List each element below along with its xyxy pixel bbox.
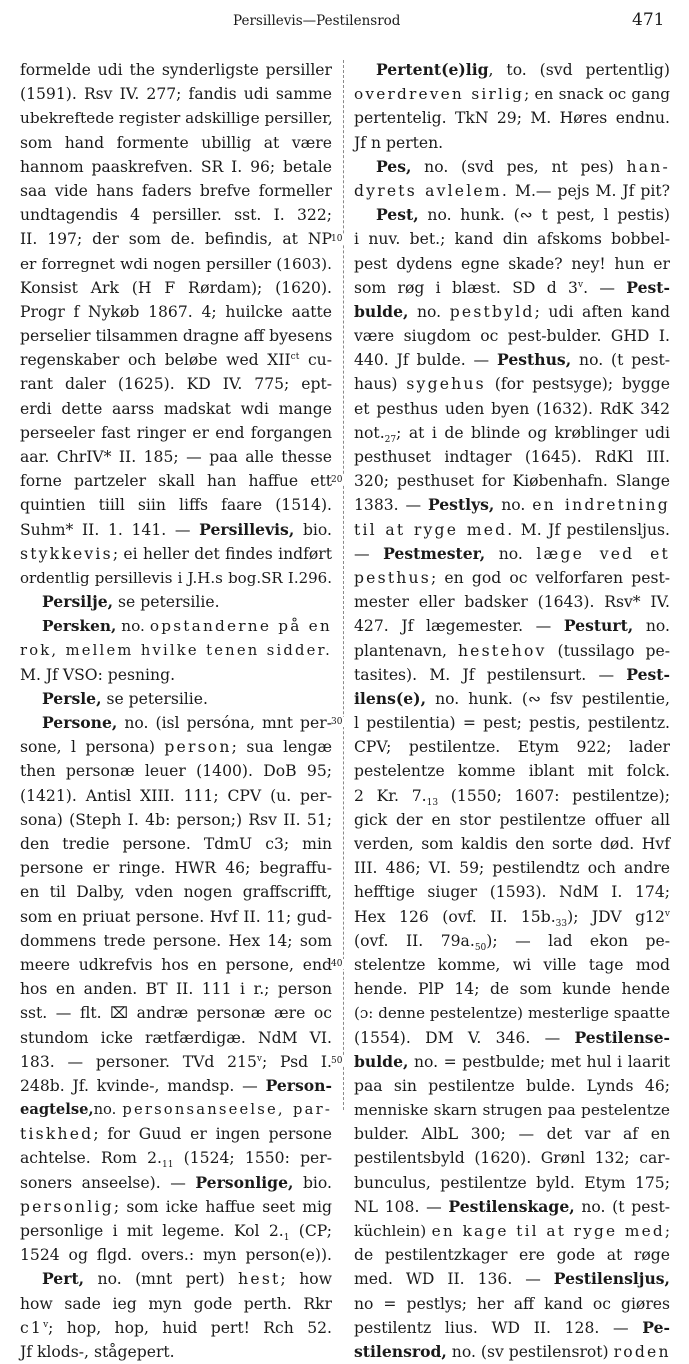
entry-line: bulde, no. pestbyld; udi aften kand: [354, 301, 670, 321]
text-line: (1421). Antisl XIII. 111; CPV (u. per-: [20, 786, 332, 805]
headword: Pes,: [376, 156, 412, 176]
text-line: perselier tilsammen dragne aff byesens: [20, 327, 333, 346]
entry-line: (1554). DM V. 346. — Pestilense-: [354, 1027, 670, 1047]
headword: Pest-: [626, 277, 670, 297]
text-line: no = pestlys; her aff kand oc giøres: [354, 1294, 670, 1313]
text-line: 1524 og flgd. overs.: myn person(e)).: [20, 1246, 332, 1265]
text-line: pertentelig. TkN 29; M. Høres endnu.: [354, 109, 670, 128]
text-line: (ɔ: denne pestelentze) mesterlige spaatte: [354, 1004, 670, 1023]
headword: eagtelse,: [20, 1101, 94, 1119]
text-line: sst. — flt. ⌧ andræ personæ ære oc: [20, 1004, 332, 1023]
headword: Pesturt,: [563, 616, 634, 636]
text-line: meere udkrefvis hos en persone, end: [20, 955, 332, 974]
headword: Pesthus,: [497, 350, 572, 370]
text-line: $not._{27}$; at i de blinde og krøblinger udi: [354, 423, 670, 445]
entry-line: 440. Jf bulde. — Pesthus, no. (t pest-: [354, 350, 670, 370]
text-line: til at ryge med. M. Jf pestilensljus.: [354, 520, 670, 539]
entry-line: 248b. Jf. kvinde-, mandsp. — Person-: [20, 1075, 332, 1095]
text-line: de pestilentzkager ere gode at røge: [354, 1246, 670, 1265]
text-line: haus) sygehus (for pestsyge); bygge: [354, 375, 670, 394]
text-line: som hand formente ubillig at være: [20, 133, 332, 152]
headword: Persilje,: [42, 592, 114, 612]
text-line: hende. PlP 14; de som kunde hende: [354, 980, 670, 999]
text-line: hos en anden. BT II. 111 i r.; person: [20, 980, 332, 999]
headword: Persle,: [42, 688, 102, 708]
text-line: hannom paaskrefven. SR I. 96; betale: [20, 157, 332, 176]
text-line: paa sin pestilentze bulde. Lynds 46;: [354, 1076, 670, 1095]
text-line: formelde udi the synderligste persiller: [20, 61, 332, 79]
headword: bulde,: [354, 1051, 409, 1071]
text-line: stelentze komme, wi ville tage mod: [354, 955, 670, 974]
entry-line: NL 108. — Pestilenskage, no. (t pest-: [354, 1196, 670, 1216]
entry-line: Persle, se petersilie.: [42, 688, 208, 708]
text-line: menniske skarn strugen paa pestelentze: [354, 1101, 670, 1120]
column-separator: [343, 60, 344, 1110]
text-line: ordentlig persillevis i J.H.s bog.SR I.296.: [20, 568, 332, 587]
line-number: 40: [331, 959, 349, 969]
text-line: perseeler fast ringer er end forgangen: [20, 423, 332, 442]
text-line: stykkevis; ei heller det findes indført: [20, 544, 332, 563]
text-line: personlig; som icke haffue seet mig: [20, 1197, 332, 1216]
entry-line: med. WD II. 136. — Pestilensljus,: [354, 1269, 670, 1289]
text-line: c1$^v$; hop, hop, huid pert! Rch 52.: [20, 1318, 332, 1337]
headword: Pestlys,: [427, 495, 495, 515]
text-line: saa vide hans faders brefve formeller: [20, 181, 332, 200]
line-number: 50: [331, 1056, 349, 1066]
text-line: personlige i mit legeme. Kol $2._1$ (CP;: [20, 1222, 332, 1244]
text-line: küchlein) en kage til at ryge med;: [354, 1222, 670, 1240]
text-line: erdi dette aarss madskat wdi mange: [20, 399, 332, 418]
text-line: pesthus; en god oc velforfaren pest-: [354, 568, 670, 587]
entry-line: 427. Jf lægemester. — Pesturt, no.: [354, 616, 670, 636]
entry-line: Pest, no. hunk. (∾ t pest, l pestis): [376, 205, 670, 225]
text-line: 320; pesthuset for Kiøbenhafn. Slange: [354, 472, 670, 491]
text-line: sone, l persona) person; sua lengæ: [20, 738, 332, 757]
text-line: pest dydens egne skade? ney! hun er: [354, 254, 670, 273]
text-line: stundom icke rætfærdigæ. NdM VI.: [20, 1028, 332, 1047]
entry-line: Pertent(e)lig, to. (svd pertentlig): [376, 60, 670, 79]
text-line: III. 486; VI. 59; pestilendtz och andre: [354, 859, 670, 878]
text-line: pestilentsbyld (1620). Grønl 132; car-: [354, 1149, 670, 1168]
text-line: bunculus, pestilentze byld. Etym 175;: [354, 1173, 670, 1192]
headword: Persken,: [42, 617, 117, 636]
entry-line: stilensrod, no. (sv pestilensrot) roden: [354, 1341, 671, 1361]
text-line: den tredie persone. TdmU c3; min: [20, 835, 332, 853]
entry-line: pestilentz lius. WD II. 128. — Pe-: [354, 1317, 670, 1337]
entry-line: soners anseelse). — Personlige, bio.: [20, 1172, 332, 1192]
entry-line: Persilje, se petersilie.: [42, 592, 220, 612]
text-line: Jf n perten.: [354, 133, 444, 152]
right-column: [354, 58, 670, 1364]
headword: Pertent(e)lig: [376, 60, 489, 79]
text-line: M. Jf VSO: pesning.: [20, 665, 176, 684]
line-number: 10: [331, 234, 349, 244]
headword: Pestilense-: [574, 1027, 670, 1047]
headword: Pest,: [376, 205, 419, 225]
entry-line: ilens(e), no. hunk. (∾ fsv pestilentie,: [354, 688, 670, 708]
entry-line: Suhm* II. 1. 141. — Persillevis, bio.: [20, 519, 332, 539]
text-line: II. 197; der som de. befindis, at NP: [20, 230, 332, 249]
headword: Pestmester,: [383, 543, 486, 563]
entry-line: Persken, no. opstanderne på en: [42, 617, 332, 636]
entry-line: 1383. — Pestlys, no. en indretning: [354, 495, 670, 515]
text-line: som en priuat persone. Hvf II. 11; gud-: [20, 907, 332, 926]
headword: Pe-: [642, 1317, 670, 1337]
text-line: hefftige siuger (1593). NdM I. 174;: [354, 883, 670, 902]
entry-line: — Pestmester, no. læge ved et: [354, 543, 670, 563]
text-line: er forregnet wdi nogen persiller (1603).: [20, 254, 332, 273]
headword: Person-: [265, 1075, 332, 1095]
text-line: then personæ leuer (1400). DoB 95;: [20, 762, 332, 781]
headword: Pert,: [42, 1269, 85, 1289]
headword: Personlige,: [195, 1172, 294, 1192]
text-line: i nuv. bet.; kand din afskoms bobbel-: [354, 230, 670, 249]
text-line: how sade ieg myn gode perth. Rkr: [20, 1294, 332, 1313]
text-line: (1591). Rsv IV. 277; fandis udi samme: [20, 85, 332, 104]
text-line: dommens trede persone. Hex 14; som: [20, 931, 332, 950]
text-line: være siugdom oc pest-bulder. GHD I.: [354, 327, 670, 346]
headword: Persone,: [42, 713, 118, 733]
text-line: verden, som kaldis den sorte død. Hvf: [354, 835, 670, 853]
text-line: regenskaber och beløbe wed $XII^{ct}$ cu-: [20, 351, 332, 370]
text-line: tiskhed; for Guud er ingen persone: [20, 1125, 332, 1144]
text-line: Progr f Nykøb 1867. 4; huilcke aatte: [20, 302, 332, 321]
entry-line: tasites). M. Jf pestilensurt. — Pest-: [354, 664, 670, 684]
entry-line: Persone, no. (isl persóna, mnt per-: [42, 713, 332, 733]
text-line: plantenavn, hestehov (tussilago pe-: [354, 641, 670, 660]
text-line: 2 Kr. $7._{13}$ (1550; 1607: pestilentze);: [354, 786, 671, 808]
entry-line: som røg i blæst. SD d 3$^v$. — Pest-: [354, 277, 670, 297]
text-line: Jf klods-, stågepert.: [20, 1342, 175, 1361]
text-line: aar. ChrIV* II. 185; — paa alle thesse: [20, 448, 332, 466]
headword: Pestilensljus,: [553, 1269, 670, 1289]
text-line: pestelentze komme iblant mit folck.: [354, 762, 670, 781]
running-head: Persillevis—Pestilensrod: [233, 13, 401, 29]
text-line: achtelse. Rom $2._{11}$ (1524; 1550: per-: [20, 1149, 332, 1171]
text-line: (ovf. II. $79a._{50}$); — lad ekon pe-: [354, 931, 670, 953]
text-line: pesthuset indtager (1645). RdKl III.: [354, 448, 670, 466]
text-line: en til Dalby, vden nogen graffscrifft,: [20, 883, 332, 902]
text-line: forne partzeler skall han haffue ett: [20, 472, 332, 491]
text-line: l pestilentia) = pest; pestis, pestilentz.: [354, 714, 670, 733]
text-line: rok, mellem hvilke tenen sidder.: [20, 641, 332, 659]
entry-line: bulde, no. = pestbulde; met hul i laarit: [354, 1051, 670, 1071]
text-line: overdreven sirlig; en snack oc gang: [354, 85, 670, 104]
page-number: 471: [632, 10, 665, 30]
headword: bulde,: [354, 301, 409, 321]
text-line: mester eller badsker (1643). Rsv* IV.: [354, 593, 670, 612]
page-header: [0, 10, 689, 34]
entry-line: Pes, no. (svd pes, nt pes) han-: [376, 156, 670, 176]
left-column: [20, 58, 332, 1364]
text-line: undtagendis 4 persiller. sst. I. 322;: [20, 206, 332, 225]
text-line: sona) (Steph I. 4b: person;) Rsv II. 51;: [20, 810, 332, 829]
headword: Persillevis,: [199, 519, 295, 539]
text-line: et pesthus uden byen (1632). RdK 342: [354, 399, 670, 418]
headword: ilens(e),: [354, 688, 426, 708]
text-line: gick der en stor pestilentze offuer all: [354, 810, 670, 829]
entry-line: Pert, no. (mnt pert) hest; how: [42, 1269, 332, 1289]
line-number: 20: [331, 475, 349, 485]
text-line: persone er ringe. HWR 46; begraffu-: [20, 859, 332, 878]
text-line: ubekreftede register adskillige persiller,: [20, 109, 333, 128]
text-line: quintien tiill siin liffs faare (1514).: [20, 496, 332, 515]
line-number: 30: [331, 717, 349, 727]
text-line: 183. — personer. TVd 215$^v$; Psd I.: [20, 1052, 333, 1071]
text-line: CPV; pestilentze. Etym 922; lader: [354, 738, 670, 757]
text-line: rant daler (1625). KD IV. 775; ept-: [20, 375, 332, 394]
entry-line: eagtelse,no. personsanseelse, par-: [20, 1101, 332, 1119]
headword: Pest-: [626, 664, 670, 684]
headword: Pestilenskage,: [448, 1196, 575, 1216]
headword: stilensrod,: [354, 1341, 447, 1361]
text-line: Konsist Ark (H F Rørdam); (1620).: [20, 278, 332, 297]
text-line: Hex 126 (ovf. II. $15b._{33}$); JDV g12$^v$: [354, 907, 670, 929]
text-line: dyrets avlelem. M.— pejs M. Jf pit?: [354, 181, 670, 200]
text-line: bulder. AlbL 300; — det var af en: [354, 1125, 670, 1144]
